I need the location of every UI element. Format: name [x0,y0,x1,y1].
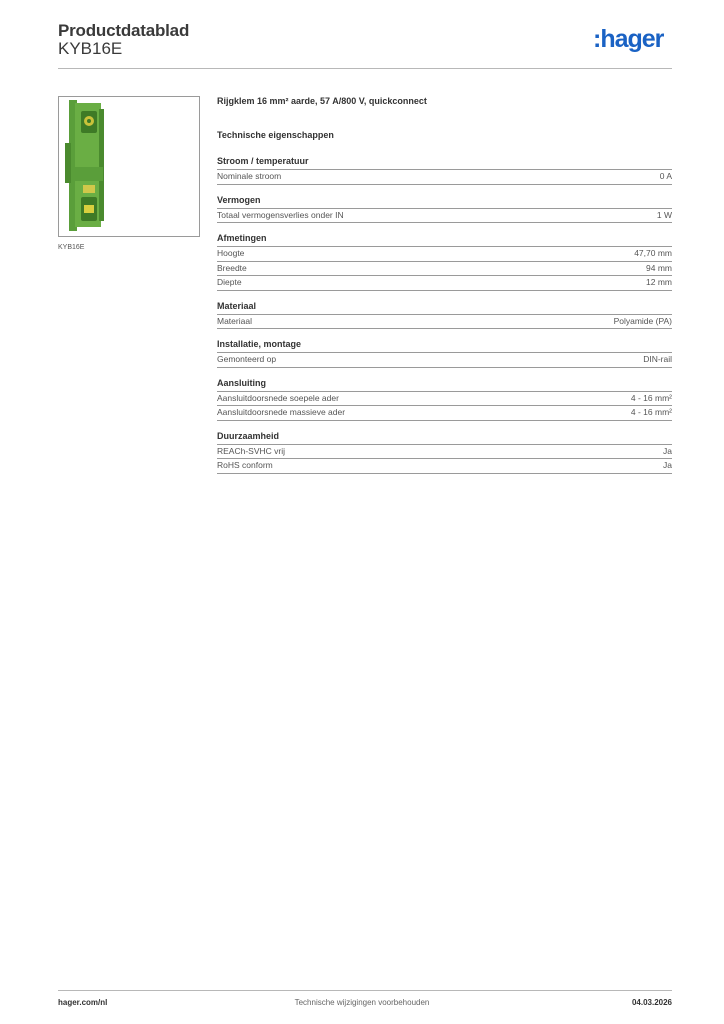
spec-row [217,459,672,474]
image-caption: KYB16E [58,244,85,251]
spec-row [217,392,672,407]
hager-logo [593,25,673,55]
spec-group [217,338,672,368]
footer-notice: Technische wijzigingen voorbehouden [294,998,430,1007]
spec-value: Polyamide (PA) [613,315,672,326]
spec-group-heading: Vermogen [217,194,672,209]
spec-row [217,247,672,262]
spec-value: 0 A [659,171,672,181]
header-divider [58,68,672,69]
spec-value: Ja [663,460,672,470]
spec-group-heading: Stroom / temperatuur [217,155,672,170]
spec-row [217,276,672,291]
spec-group-heading: Installatie, montage [217,338,672,353]
spec-row [217,353,672,368]
spec-group [217,232,672,291]
spec-label: Hoogte [217,248,245,258]
spec-label: Nominale stroom [217,171,282,181]
footer-divider [58,990,672,991]
spec-group [217,300,672,330]
spec-group-heading: Materiaal [217,300,672,315]
spec-value: Ja [663,445,672,456]
footer-date: 04.03.2026 [631,998,672,1007]
spec-group [217,377,672,421]
spec-group-heading: Aansluiting [217,377,672,392]
spec-value: 12 mm [646,277,672,287]
page-title: Productdatablad [58,21,190,40]
spec-label: Aansluitdoorsnede massieve ader [217,407,346,417]
spec-row [217,209,672,224]
footer-website-link[interactable]: hager.com/nl [58,998,108,1007]
spec-row [217,170,672,185]
spec-group [217,155,672,185]
product-image [58,96,200,237]
spec-label: Gemonteerd op [217,354,277,364]
spec-value: 4 - 16 mm² [630,407,672,417]
spec-label: REACh-SVHC vrij [217,445,286,456]
spec-row [217,406,672,421]
spec-group [217,194,672,224]
spec-group-heading: Duurzaamheid [217,430,672,445]
spec-value: 47,70 mm [634,248,672,258]
terminal-block-illustration [59,97,199,236]
spec-row [217,262,672,277]
spec-row [217,315,672,330]
spec-value: 94 mm [646,262,672,273]
spec-row [217,445,672,460]
product-code: KYB16E [58,39,123,58]
spec-label: Totaal vermogensverlies onder IN [217,209,344,220]
spec-label: Aansluitdoorsnede soepele ader [217,392,339,403]
spec-label: Materiaal [217,315,252,326]
spec-value: 1 W [656,209,672,220]
spec-table [217,155,672,483]
spec-label: Diepte [217,277,242,287]
spec-group [217,430,672,474]
spec-label: Breedte [217,262,247,273]
product-description: Rijgklem 16 mm² aarde, 57 A/800 V, quickconnect [217,96,427,106]
spec-group-heading: Afmetingen [217,232,672,247]
spec-value: 4 - 16 mm² [630,392,672,403]
spec-value: DIN-rail [643,354,672,364]
logo-text: :hager [593,25,664,53]
technical-properties-heading: Technische eigenschappen [217,130,334,140]
spec-label: RoHS conform [217,460,273,470]
